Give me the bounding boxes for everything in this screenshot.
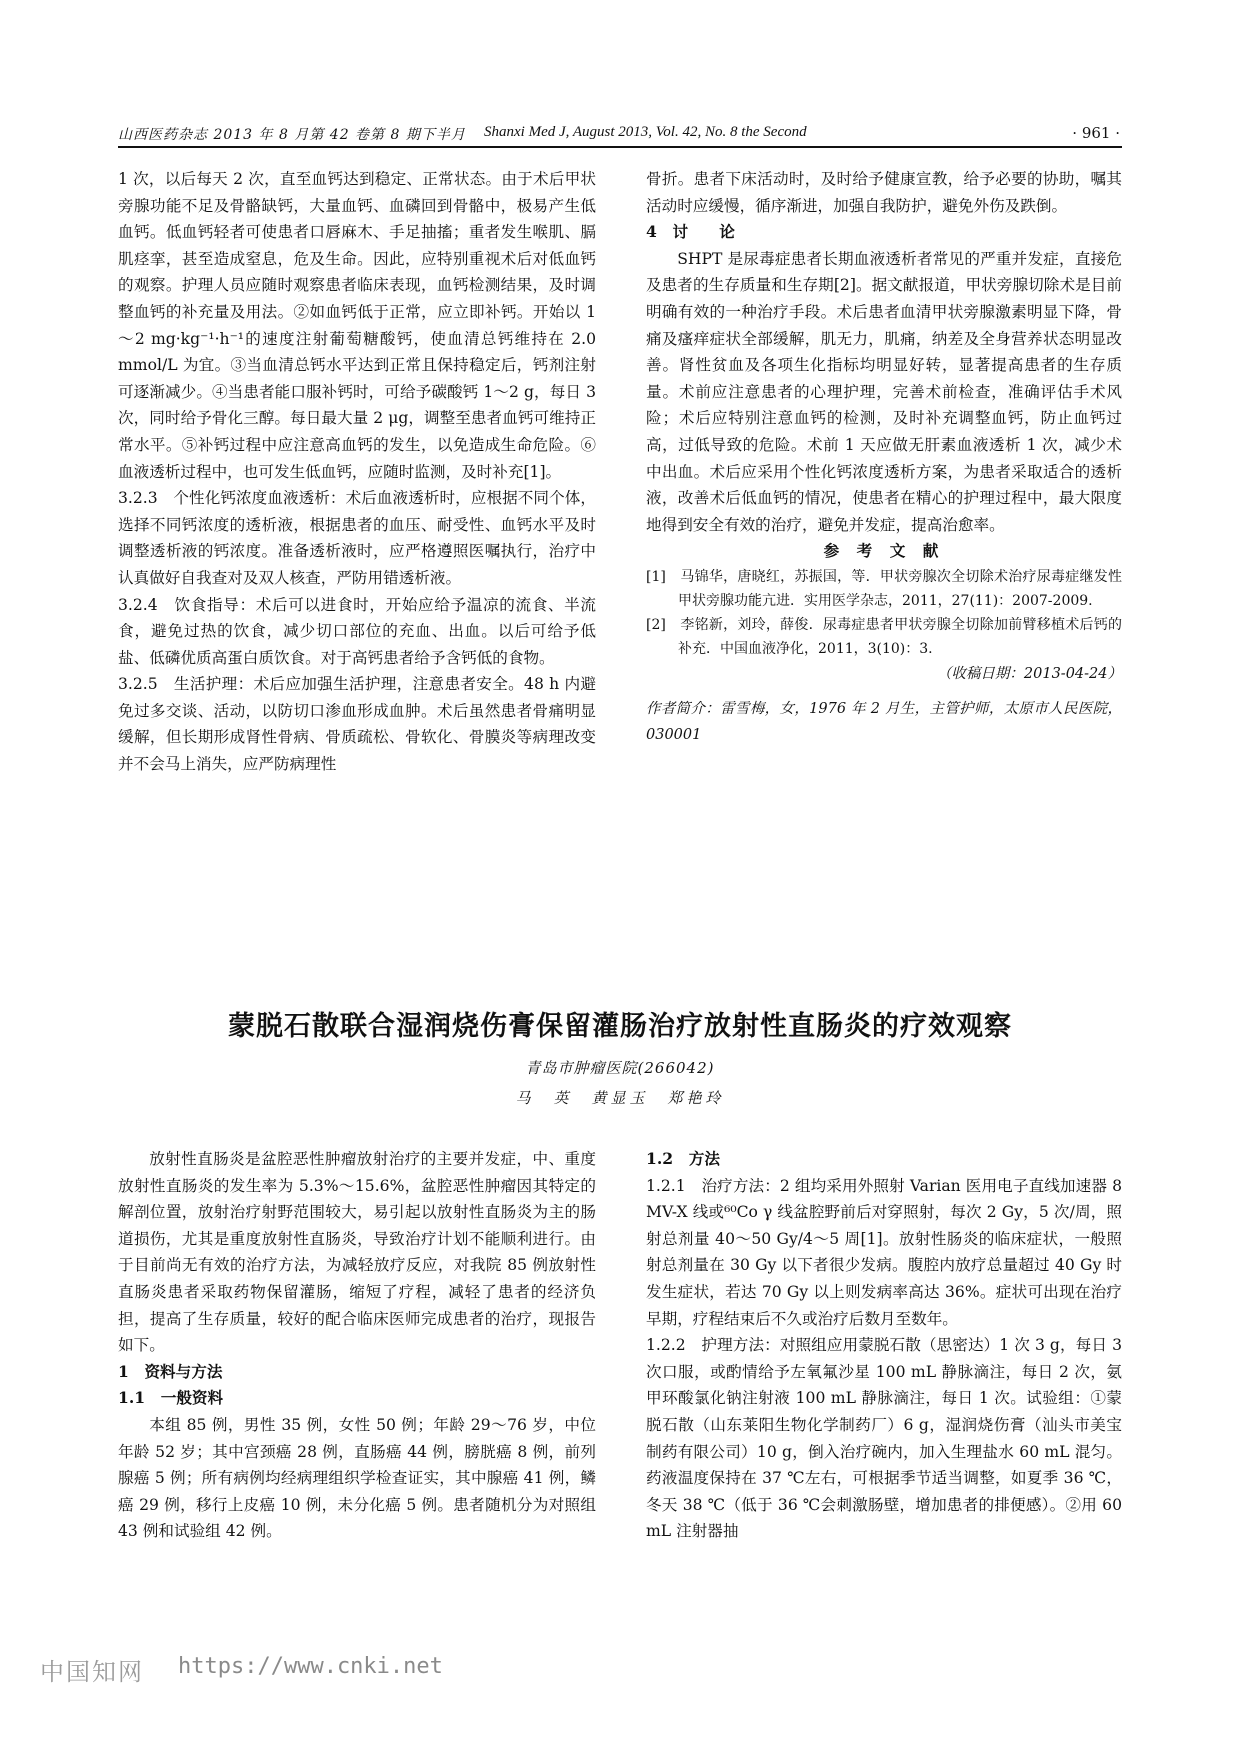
authors: 马 英 黄显玉 郑艳玲 (515, 1089, 725, 1107)
subsection-heading: 1.1 一般资料 (118, 1388, 224, 1408)
article-title: 蒙脱石散联合湿润烧伤膏保留灌肠治疗放射性直肠炎的疗效观察 (228, 1011, 1012, 1042)
paragraph-3-2-3: 3.2.3 个性化钙浓度血液透析：术后血液透析时，应根据不同个体，选择不同钙浓度的透析液，根据患者的血压、耐受性、血钙水平及时调整透析液的钙浓度。准备透析液时，应严格遵照医嘱执行，治疗中认真做好自我查对及双人核查，严防用错透析液。 (118, 489, 596, 587)
received-date: （收稿日期：2013-04-24） (936, 665, 1122, 682)
author-bio: 作者简介：雷雪梅，女，1976 年 2 月生，主管护师，太原市人民医院，030001 (646, 700, 1122, 744)
paragraph: 本组 85 例，男性 35 例，女性 50 例；年龄 29～76 岁，中位年龄 52 岁；其中宫颈癌 28 例，直肠癌 44 例，膀胱癌 8 例，前列腺癌 5 例；所有病例均经病理组织学检查证实，其中腺癌 41 例，鳞癌 29 例，移行上皮癌 10 例，未分化癌 5 例。患者随机分为对照组 43 例和试验组 42 例。 (118, 1415, 596, 1541)
column-1 (118, 166, 596, 778)
references-heading: 参 考 文 献 (823, 541, 945, 561)
paragraph-3-2-5: 3.2.5 生活护理：术后应加强生活护理，注意患者安全。48 h 内避免过多交谈、活动，以防切口渗血形成血肿。术后虽然患者骨痛明显缓解，但长期形成肾性骨病、骨质疏松、骨软化、骨膜炎等病理改变并不会马上消失，应严防病理性 (118, 675, 596, 774)
paragraph: 放射性直肠炎是盆腔恶性肿瘤放射治疗的主要并发症，中、重度放射性直肠炎的发生率为 5.3%～15.6%，盆腔恶性肿瘤因其特定的解剖位置，放射治疗射野范围较大，易引起以放射性直肠炎为主的肠道损伤，尤其是重度放射性直肠炎，导致治疗计划不能顺利进行。由于目前尚无有效的治疗方法，为减轻放疗反应，对我院 85 例放射性直肠炎患者采取药物保留灌肠，缩短了疗程，减轻了患者的经济负担，提高了生存质量，较好的配合临床医师完成患者的治疗，现报告如下。 (118, 1150, 596, 1355)
reference-item: [2] 李铭新，刘玲，薛俊．尿毒症患者甲状旁腺全切除加前臂移植术后钙的补充．中国血液净化，2011，3(10)：3. (646, 616, 1122, 657)
journal-name-cn: 山西医药杂志 2013 年 8 月第 42 卷第 8 期下半月 (118, 127, 466, 143)
journal-name-en: Shanxi Med J, August 2013, Vol. 42, No. 8 the Second (484, 124, 807, 140)
column-3 (118, 1146, 596, 1545)
paragraph: SHPT 是尿毒症患者长期血液透析者常见的严重并发症，直接危及患者的生存质量和生存期[2]。据文献报道，甲状旁腺切除术是目前明确有效的一种治疗手段。术后患者血清甲状旁腺激素明显下降，骨痛及瘙痒症状全部缓解，肌无力，肌痛，纳差及全身营养状态明显改善。肾性贫血及各项生化指标均明显好转，显著提高患者的生存质量。术前应注意患者的心理护理，完善术前检查，准确评估手术风险；术后应特别注意血钙的检测，及时补充调整血钙，防止血钙过高，过低导致的危险。术前 1 天应做无肝素血液透析 1 次，减少术中出血。术后应采用个性化钙浓度透析方案，为患者采取适合的透析液，改善术后低血钙的情况，使患者在精心的护理过程中，最大限度地得到安全有效的治疗，避免并发症，提高治愈率。 (646, 249, 1122, 534)
paragraph-1-2-2: 1.2.2 护理方法：对照组应用蒙脱石散（思密达）1 次 3 g，每日 3 次口服，或酌情给予左氧氟沙星 100 mL 静脉滴注，每日 2 次，氨甲环酸氯化钠注射液 100 mL 静脉滴注，每日 1 次。试验组：①蒙脱石散（山东莱阳生物化学制药厂）6 g，湿润烧伤膏（汕头市美宝制药有限公司）10 g，倒入治疗碗内，加入生理盐水 60 mL 混匀。药液温度保持在 37 ℃左右，可根据季节适当调整，如夏季 36 ℃，冬天 38 ℃（低于 36 ℃会刺激肠壁，增加患者的排便感）。②用 60 mL 注射器抽 (646, 1336, 1122, 1541)
subsection-heading: 1.2 方法 (646, 1149, 720, 1168)
paragraph-1-2-1: 1.2.1 治疗方法：2 组均采用外照射 Varian 医用电子直线加速器 8 MV-X 线或⁶⁰Co γ 线盆腔野前后对穿照射，每次 2 Gy，5 次/周，照射总剂量 40～50 Gy/4～5 周[1]。放射性肠炎的临床症状，一般照射总剂量在 30 Gy 以下者很少发病。腹腔内放疗总量超过 40 Gy 时发生症状，若达 70 Gy 以上则发病率高达 36%。症状可出现在治疗早期，疗程结束后不久或治疗后数月至数年。 (646, 1176, 1122, 1328)
column-2 (646, 166, 1122, 749)
source-url[interactable]: https://www.cnki.net (178, 1654, 443, 1679)
section-heading: 1 资料与方法 (118, 1361, 223, 1381)
reference-item: [1] 马锦华，唐晓红，苏振国，等．甲状旁腺次全切除术治疗尿毒症继发性甲状旁腺功能亢进．实用医学杂志，2011，27(11)：2007-2009. (646, 568, 1122, 609)
paragraph: 骨折。患者下床活动时，及时给予健康宣教，给予必要的协助，嘱其活动时应缓慢，循序渐进，加强自我防护，避免外伤及跌倒。 (646, 170, 1122, 215)
page-number: · 961 · (1072, 124, 1120, 142)
cnki-logo: 中国知网 (40, 1658, 144, 1686)
running-header (118, 124, 1122, 144)
section-heading-discussion: 4 讨 论 (646, 222, 735, 242)
affiliation: 青岛市肿瘤医院(266042) (525, 1059, 715, 1077)
column-4 (646, 1146, 1122, 1545)
paragraph-3-2-4: 3.2.4 饮食指导：术后可以进食时，开始应给予温凉的流食、半流食，避免过热的饮食，减少切口部位的充血、出血。以后可给予低盐、低磷优质高蛋白质饮食。对于高钙患者给予含钙低的食物。 (118, 595, 596, 667)
header-rule (118, 146, 1122, 148)
paragraph: 1 次，以后每天 2 次，直至血钙达到稳定、正常状态。由于术后甲状旁腺功能不足及骨骼缺钙，大量血钙、血磷回到骨骼中，极易产生低血钙。低血钙轻者可使患者口唇麻木、手足抽搐；重者发生喉肌、膈肌痉挛，甚至造成窒息，危及生命。因此，应特别重视术后对低血钙的观察。护理人员应随时观察患者临床表现，血钙检测结果，及时调整血钙的补充量及用法。②如血钙低于正常，应立即补钙。开始以 1～2 mg·kg⁻¹·h⁻¹的速度注射葡萄糖酸钙，使血清总钙维持在 2.0 mmol/L 为宜。③当血清总钙水平达到正常且保持稳定后，钙剂注射可逐渐减少。④当患者能口服补钙时，可给予碳酸钙 1～2 g，每日 3 次，同时给予骨化三醇。每日最大量 2 μg，调整至患者血钙可维持正常水平。⑤补钙过程中应注意高血钙的发生，以免造成生命危险。⑥血液透析过程中，也可发生低血钙，应随时监测，及时补充[1]。 (118, 170, 596, 481)
